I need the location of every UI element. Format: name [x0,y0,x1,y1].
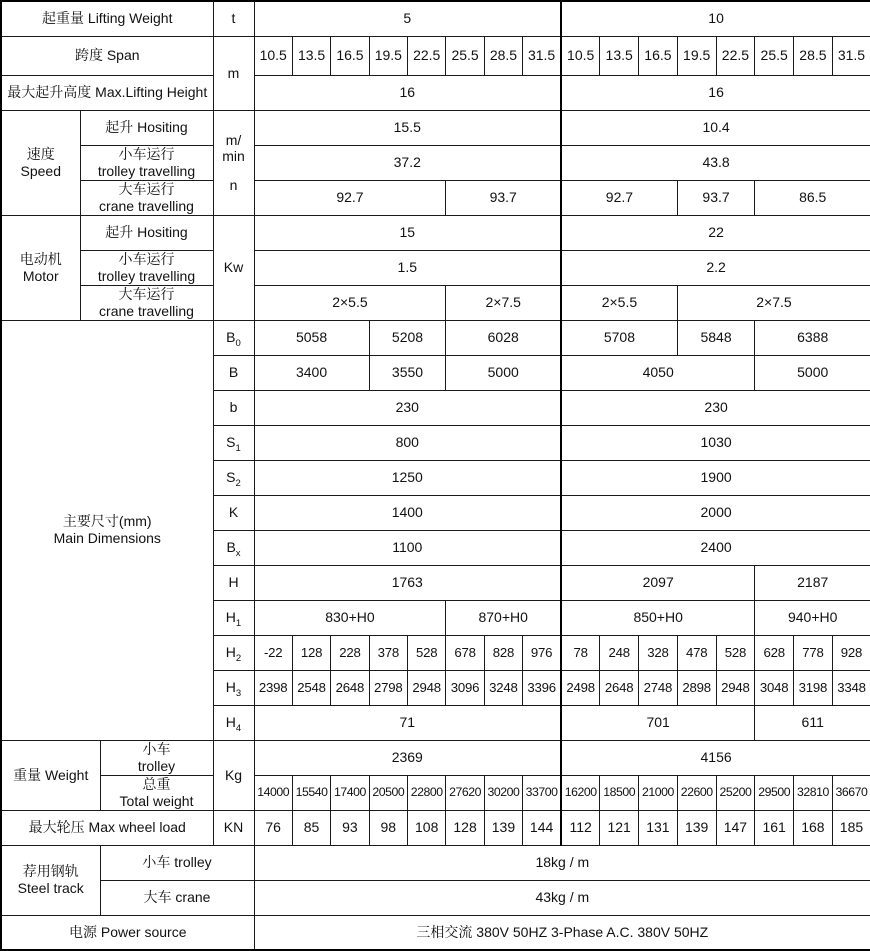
span-value: 22.5 [716,36,755,75]
steel-track-trolley-value: 18kg / m [254,845,870,880]
wheel-load-unit: KN [213,810,254,845]
span-value: 28.5 [484,36,522,75]
h1-10t-a: 850+H0 [561,600,755,635]
h3-value: 2798 [369,670,407,705]
b0-10t-c: 6388 [755,320,870,355]
span-value: 31.5 [832,36,870,75]
wheel-load-value: 139 [677,810,716,845]
h2-value: 828 [484,635,522,670]
row-motor-hoisting [1,215,870,250]
speed-crane-10t-c: 86.5 [755,180,870,215]
lifting-weight-unit: t [213,1,254,36]
h3-value: 2548 [292,670,330,705]
row-speed-hoisting [1,110,870,145]
param-B: B [213,355,254,390]
span-value: 16.5 [639,36,678,75]
lifting-weight-label: 起重量 Lifting Weight [1,1,213,36]
weight-unit: Kg [213,740,254,810]
total-weight-value: 16200 [561,775,600,810]
h4-10t-b: 611 [755,705,870,740]
span-value: 13.5 [292,36,330,75]
h2-value: 128 [292,635,330,670]
wheel-load-value: 161 [755,810,794,845]
param-b0: $B_0$ [213,320,254,355]
b0-10t-b: 5848 [677,320,755,355]
B-5t-a: 3400 [254,355,369,390]
b0-10t-a: 5708 [561,320,677,355]
total-weight-value: 21000 [639,775,678,810]
total-weight-value: 20500 [369,775,407,810]
b-10t: 230 [561,390,870,425]
motor-hoisting-label: 起升 Hositing [80,215,213,250]
h2-value: 78 [561,635,600,670]
s2-5t: 1250 [254,460,561,495]
steel-track-crane-label: 大车 crane [100,880,254,915]
span-value: 10.5 [561,36,600,75]
h3-value: 3248 [484,670,522,705]
power-source-value: 三相交流 380V 50HZ 3-Phase A.C. 380V 50HZ [254,915,870,950]
speed-crane-label: 大车运行 crane travelling [80,180,213,215]
B-10t-a: 4050 [561,355,755,390]
wheel-load-value: 139 [484,810,522,845]
speed-crane-5t-b: 93.7 [446,180,561,215]
max-lifting-height-label: 最大起升高度 Max.Lifting Height [1,75,213,110]
wheel-load-value: 76 [254,810,292,845]
s1-5t: 800 [254,425,561,460]
row-steel-track-trolley [1,845,870,880]
span-value: 10.5 [254,36,292,75]
K-10t: 2000 [561,495,870,530]
row-motor-crane [1,285,870,320]
b0-5t-c: 6028 [446,320,561,355]
h3-value: 2948 [408,670,446,705]
total-weight-value: 17400 [331,775,369,810]
row-lifting-weight [1,1,870,36]
row-power-source [1,915,870,950]
h2-value: 248 [600,635,639,670]
total-weight-value: 14000 [254,775,292,810]
total-weight-value: 32810 [794,775,833,810]
total-weight-value: 29500 [755,775,794,810]
total-weight-value: 22800 [408,775,446,810]
H-5t: 1763 [254,565,561,600]
weight-trolley-label: 小车 trolley [100,740,213,775]
total-weight-value: 30200 [484,775,522,810]
param-h1: $H_1$ [213,600,254,635]
row-wheel-load [1,810,870,845]
B-5t-b: 3550 [369,355,446,390]
bx-5t: 1100 [254,530,561,565]
h2-value: 678 [446,635,484,670]
param-b: b [213,390,254,425]
param-h4: $H_4$ [213,705,254,740]
total-weight-value: 18500 [600,775,639,810]
h3-value: 2398 [254,670,292,705]
wheel-load-value: 112 [561,810,600,845]
h3-value: 3048 [755,670,794,705]
K-5t: 1400 [254,495,561,530]
row-dim-b0 [1,320,870,355]
row-weight-total [1,775,870,810]
max-lifting-height-5t: 16 [254,75,561,110]
wheel-load-value: 93 [331,810,369,845]
motor-trolley-label: 小车运行 trolley travelling [80,250,213,285]
speed-crane-5t-a: 92.7 [254,180,446,215]
motor-hoisting-10t: 22 [561,215,870,250]
total-weight-value: 36670 [832,775,870,810]
motor-unit: Kw [213,215,254,320]
wheel-load-value: 131 [639,810,678,845]
span-value: 13.5 [600,36,639,75]
speed-trolley-10t: 43.8 [561,145,870,180]
h1-5t-a: 830+H0 [254,600,446,635]
total-weight-value: 33700 [523,775,561,810]
speed-crane-10t-a: 92.7 [561,180,677,215]
total-weight-value: 15540 [292,775,330,810]
b0-5t-b: 5208 [369,320,446,355]
h3-value: 2948 [716,670,755,705]
param-h3: $H_3$ [213,670,254,705]
row-speed-crane [1,180,870,215]
h2-value: 928 [832,635,870,670]
h4-5t: 71 [254,705,561,740]
h2-value: 528 [716,635,755,670]
span-value: 19.5 [677,36,716,75]
h2-value: 528 [408,635,446,670]
span-value: 19.5 [369,36,407,75]
B-10t-b: 5000 [755,355,870,390]
param-s1: $S_1$ [213,425,254,460]
s1-10t: 1030 [561,425,870,460]
wheel-load-value: 121 [600,810,639,845]
motor-group-label: 电动机 Motor [1,215,80,320]
B-5t-c: 5000 [446,355,561,390]
motor-trolley-10t: 2.2 [561,250,870,285]
motor-crane-label: 大车运行 crane travelling [80,285,213,320]
capacity-10t-header: 10 [561,1,870,36]
steel-track-crane-value: 43kg / m [254,880,870,915]
h2-value: -22 [254,635,292,670]
row-span [1,36,870,75]
speed-hoisting-label: 起升 Hositing [80,110,213,145]
motor-crane-10t-b: 2×7.5 [677,285,870,320]
speed-group-label: 速度 Speed [1,110,80,215]
speed-trolley-5t: 37.2 [254,145,561,180]
motor-trolley-5t: 1.5 [254,250,561,285]
param-K: K [213,495,254,530]
motor-hoisting-5t: 15 [254,215,561,250]
param-H: H [213,565,254,600]
weight-trolley-5t: 2369 [254,740,561,775]
span-value: 22.5 [408,36,446,75]
h3-value: 3198 [794,670,833,705]
param-bx: $B_x$ [213,530,254,565]
weight-total-label: 总重 Total weight [100,775,213,810]
max-lifting-height-10t: 16 [561,75,870,110]
h3-value: 2498 [561,670,600,705]
h3-value: 2748 [639,670,678,705]
h3-value: 2898 [677,670,716,705]
wheel-load-value: 144 [523,810,561,845]
wheel-load-value: 168 [794,810,833,845]
wheel-load-value: 85 [292,810,330,845]
h2-value: 228 [331,635,369,670]
row-max-lifting-height [1,75,870,110]
param-h2: $H_2$ [213,635,254,670]
total-weight-value: 27620 [446,775,484,810]
speed-trolley-label: 小车运行 trolley travelling [80,145,213,180]
s2-10t: 1900 [561,460,870,495]
motor-crane-5t-a: 2×5.5 [254,285,446,320]
span-height-unit: m [213,36,254,110]
wheel-load-label: 最大轮压 Max wheel load [1,810,213,845]
h2-value: 378 [369,635,407,670]
h1-10t-b: 940+H0 [755,600,870,635]
speed-hoisting-5t: 15.5 [254,110,561,145]
row-speed-trolley [1,145,870,180]
h2-value: 478 [677,635,716,670]
total-weight-value: 22600 [677,775,716,810]
h3-value: 3096 [446,670,484,705]
h2-value: 976 [523,635,561,670]
h1-5t-b: 870+H0 [446,600,561,635]
span-value: 31.5 [523,36,561,75]
total-weight-value: 25200 [716,775,755,810]
h3-value: 3396 [523,670,561,705]
wheel-load-value: 185 [832,810,870,845]
steel-track-trolley-label: 小车 trolley [100,845,254,880]
h2-value: 328 [639,635,678,670]
h3-value: 3348 [832,670,870,705]
speed-hoisting-10t: 10.4 [561,110,870,145]
row-weight-trolley [1,740,870,775]
row-steel-track-crane [1,880,870,915]
param-s2: $S_2$ [213,460,254,495]
b-5t: 230 [254,390,561,425]
H-10t-a: 2097 [561,565,755,600]
speed-crane-10t-b: 93.7 [677,180,755,215]
motor-crane-5t-b: 2×7.5 [446,285,561,320]
weight-group-label: 重量 Weight [1,740,100,810]
span-label: 跨度 Span [1,36,213,75]
row-motor-trolley [1,250,870,285]
dimensions-group-label: 主要尺寸(mm) Main Dimensions [1,320,213,740]
h4-10t-a: 701 [561,705,755,740]
H-10t-b: 2187 [755,565,870,600]
power-source-label: 电源 Power source [1,915,254,950]
wheel-load-value: 147 [716,810,755,845]
b0-5t-a: 5058 [254,320,369,355]
wheel-load-value: 98 [369,810,407,845]
capacity-5t-header: 5 [254,1,561,36]
wheel-load-value: 128 [446,810,484,845]
steel-track-group-label: 荐用钢轨 Steel track [1,845,100,915]
speed-unit: m/ min n [213,110,254,215]
h3-value: 2648 [600,670,639,705]
wheel-load-value: 108 [408,810,446,845]
h2-value: 778 [794,635,833,670]
h3-value: 2648 [331,670,369,705]
bx-10t: 2400 [561,530,870,565]
span-value: 25.5 [755,36,794,75]
h2-value: 628 [755,635,794,670]
span-value: 25.5 [446,36,484,75]
span-value: 16.5 [331,36,369,75]
weight-trolley-10t: 4156 [561,740,870,775]
span-value: 28.5 [794,36,833,75]
motor-crane-10t-a: 2×5.5 [561,285,677,320]
